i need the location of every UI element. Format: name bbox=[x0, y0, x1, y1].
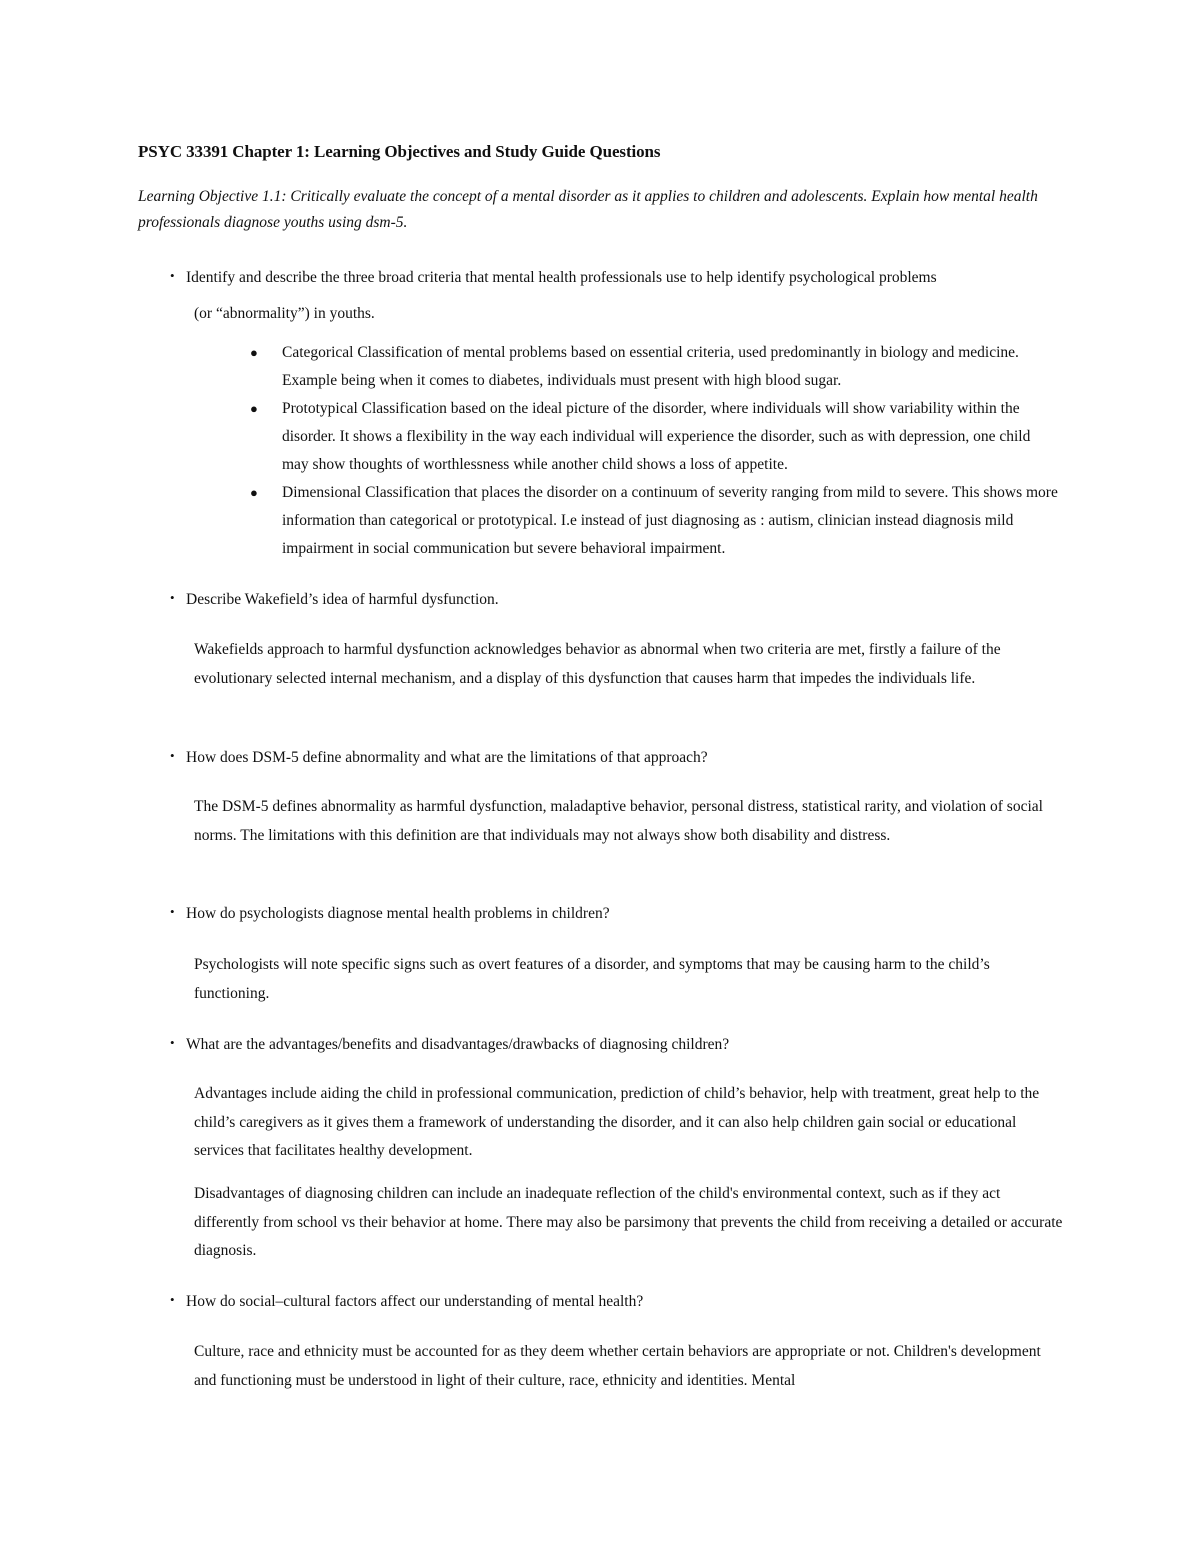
sub-list-item bbox=[250, 479, 1060, 563]
question-text: How do social–cultural factors affect our understanding of mental health? bbox=[186, 1293, 644, 1310]
answer-paragraph: The DSM-5 defines abnormality as harmful dysfunction, maladaptive behavior, personal distress, statistical rarity, and violation of social norms. The limitations with this definition are that individuals may not always show both disability and distress. bbox=[194, 798, 1043, 844]
question-item bbox=[170, 1292, 643, 1311]
question-text: Describe Wakefield’s idea of harmful dysfunction. bbox=[186, 591, 499, 608]
question-text: What are the advantages/benefits and disadvantages/drawbacks of diagnosing children? bbox=[186, 1036, 730, 1053]
answer-paragraph: Advantages include aiding the child in professional communication, prediction of child’s behavior, help with treatment, great help to the child’s caregivers as it gives them a framework of understanding the disorder, and it can also help children gain social or educational services that facilitates healthy development. bbox=[194, 1085, 1040, 1159]
answer-paragraph: Psychologists will note specific signs such as overt features of a disorder, and symptoms that may be causing harm to the child’s functioning. bbox=[194, 956, 990, 1002]
sub-item-text: Categorical Classification of mental problems based on essential criteria, used predominantly in biology and medicine. Example being when it comes to diabetes, individuals must present with high blood sugar. bbox=[282, 344, 1019, 389]
answer-paragraph: Wakefields approach to harmful dysfunction acknowledges behavior as abnormal when two criteria are met, firstly a failure of the evolutionary selected internal mechanism, and a display of this dysfunction that causes harm that impedes the individuals life. bbox=[194, 641, 1001, 687]
bullet-icon: • bbox=[170, 1035, 175, 1050]
question-item bbox=[170, 258, 1070, 332]
bullet-icon: • bbox=[170, 1292, 175, 1307]
learning-objective: Learning Objective 1.1: Critically evaluate the concept of a mental disorder as it applies to children and adolescents. Explain how mental health professionals diagnose youths using dsm-5. bbox=[138, 188, 1038, 231]
bullet-icon: • bbox=[170, 590, 175, 605]
sub-bullet-icon: ● bbox=[250, 345, 258, 360]
bullet-icon: • bbox=[170, 268, 175, 283]
sub-list-item bbox=[250, 339, 1060, 395]
sub-bullet-icon: ● bbox=[250, 401, 258, 416]
sub-bullet-icon: ● bbox=[250, 485, 258, 500]
question-text: Identify and describe the three broad criteria that mental health professionals use to help identify psychological problems bbox=[186, 269, 937, 286]
sub-item-text: Prototypical Classification based on the ideal picture of the disorder, where individuals will show variability within the disorder. It shows a flexibility in the way each individual will experience the disorder, such as with depression, one child may show thoughts of worthlessness while another child shows a loss of appetite. bbox=[282, 400, 1031, 473]
question-item bbox=[170, 748, 708, 767]
question-item bbox=[170, 590, 499, 609]
answer-paragraph: Disadvantages of diagnosing children can include an inadequate reflection of the child's environmental context, such as if they act differently from school vs their behavior at home. There may also be parsimony that prevents the child from receiving a detailed or accurate diagnosis. bbox=[194, 1185, 1063, 1259]
answer-paragraph: Culture, race and ethnicity must be accounted for as they deem whether certain behaviors are appropriate or not. Children's development and functioning must be understood in light of their culture, race, ethnicity and identities. Mental bbox=[194, 1343, 1041, 1389]
question-item bbox=[170, 904, 610, 923]
sub-list-item bbox=[250, 395, 1060, 479]
bullet-icon: • bbox=[170, 748, 175, 763]
question-text: How do psychologists diagnose mental health problems in children? bbox=[186, 905, 610, 922]
document-title: PSYC 33391 Chapter 1: Learning Objectives and Study Guide Questions bbox=[138, 142, 661, 161]
bullet-icon: • bbox=[170, 904, 175, 919]
sub-item-text: Dimensional Classification that places the disorder on a continuum of severity ranging from mild to severe. This shows more information than categorical or prototypical. I.e instead of just diagnosing as : autism, clinician instead diagnosis mild impairment in social communication but severe behavioral impairment. bbox=[282, 484, 1058, 557]
question-text: How does DSM-5 define abnormality and what are the limitations of that approach? bbox=[186, 749, 708, 766]
question-item bbox=[170, 1035, 729, 1054]
question-text-continued: (or “abnormality”) in youths. bbox=[194, 305, 375, 322]
